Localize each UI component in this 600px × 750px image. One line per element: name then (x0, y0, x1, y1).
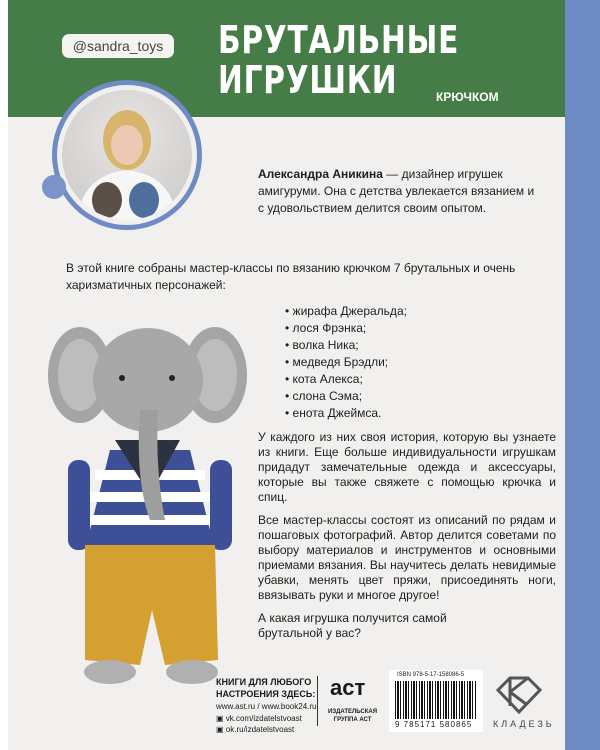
main-text-column (258, 303, 556, 641)
list-item: • кота Алекса; (285, 371, 556, 388)
promo-text: КНИГИ ДЛЯ ЛЮБОГО НАСТРОЕНИЯ ЗДЕСЬ: (216, 677, 316, 699)
ok-link[interactable]: ▣ ok.ru/izdatelstvoast (216, 725, 295, 734)
list-item: • слона Сэма; (285, 388, 556, 405)
list-item: • жирафа Джеральда; (285, 303, 556, 320)
intro-text: В этой книге собраны мастер-классы по вязанию крючком 7 брутальных и очень харизматичных персонажей: (66, 261, 516, 292)
author-photo (62, 90, 192, 220)
divider (317, 676, 318, 726)
vk-link[interactable]: ▣ vk.com/izdatelstvoast (216, 714, 302, 723)
barcode (389, 670, 483, 732)
barcode-bars (395, 681, 477, 719)
spine-stripe (565, 0, 600, 750)
list-item: • волка Ника; (285, 337, 556, 354)
author-bio: Александра Аникина — дизайнер игрушек амигуруми. Она с детства увлекается вязанием и с удовольствием делится своим опытом. (258, 167, 535, 215)
author-handle: @sandra_toys (62, 34, 174, 58)
vk-icon: ▣ (216, 714, 226, 723)
paragraph-contents: Все мастер-классы состоят из описаний по рядам и пошаговых фотографий. Автор делится советами по выбору материалов и инструментов и основными приемами вязания. Вы научитесь делать невидимые убавки, менять цвет пряжи, присоединять ноги, ввязывать руки и многое другое! (258, 513, 556, 602)
book-subtitle: КРЮЧКОМ (436, 90, 499, 104)
character-list (285, 303, 556, 422)
barcode-number: 9 785171 580865 (395, 720, 473, 729)
elephant-toy-photo (40, 320, 250, 700)
website-link[interactable]: www.ast.ru / www.book24.ru (216, 702, 317, 711)
list-item: • енота Джеймса. (285, 405, 556, 422)
paragraph-stories: У каждого из них своя история, которую вы узнаете из книги. Еще больше индивидуальности игрушкам придадут замечательные одежда и аксессуары, которые вы также свяжете с помощью крючка и спиц. (258, 430, 556, 504)
imprint-name: КЛАДЕЗЬ (493, 719, 555, 729)
list-item: • лося Фрэнка; (285, 320, 556, 337)
ok-icon: ▣ (216, 725, 226, 734)
book-title: БРУТАЛЬНЫЕ ИГРУШКИ (218, 18, 460, 102)
yarn-ball-icon (42, 175, 66, 199)
ast-logo: аст (330, 675, 366, 700)
paragraph-question: А какая игрушка получится самой брутальной у вас? (258, 611, 447, 640)
kladez-logo-icon (496, 676, 542, 714)
list-item: • медведя Брэдли; (285, 354, 556, 371)
isbn-text: ISBN 978-5-17-158086-5 (397, 672, 465, 678)
publisher-name: ИЗДАТЕЛЬСКАЯ ГРУППА АСТ (328, 709, 378, 723)
